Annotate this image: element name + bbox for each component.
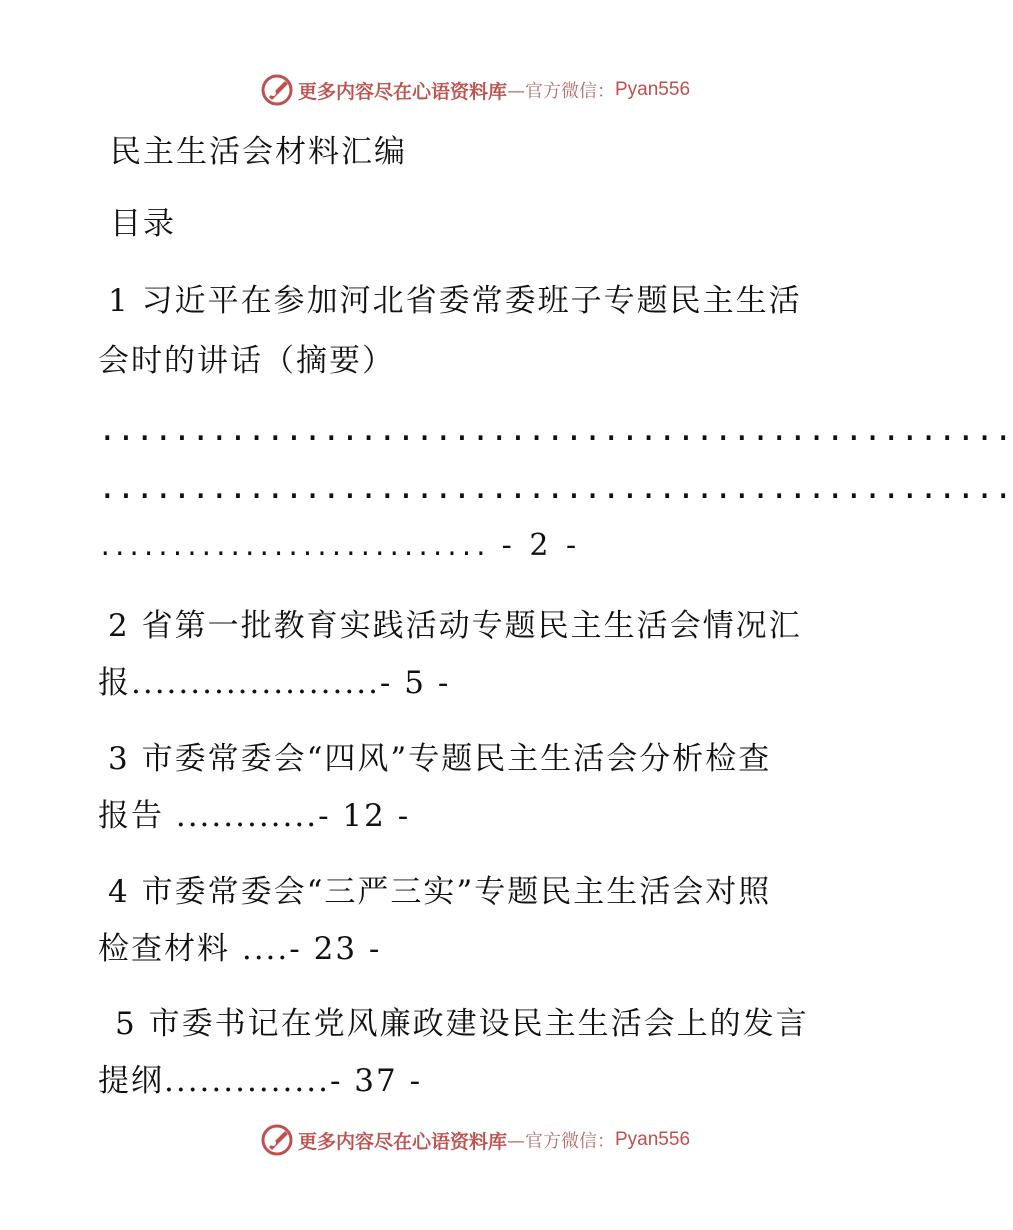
banner-main-text: 更多内容尽在心语资料库 [297, 1130, 507, 1153]
toc-entry-1-page: - 2 - [488, 528, 581, 563]
toc-heading: 目录 [110, 206, 176, 242]
banner-separator-text: —官方微信： [507, 1131, 615, 1152]
toc-entry-4-line2: 检查材料 ....- 23 - [98, 931, 382, 967]
banner-wechat-id: Pyan556 [615, 1129, 691, 1150]
toc-entry-3-line2: 报告 ............- 12 - [98, 798, 411, 834]
toc-entry-5-line1: 5 市委书记在党风廉政建设民主生活会上的发言 [115, 1006, 809, 1042]
banner-wechat-id: Pyan556 [615, 79, 691, 100]
toc-entry-3-line1: 3 市委常委会“四风”专题民主生活会分析检查 [108, 741, 772, 777]
toc-entry-1-dots-2: ................................................. [98, 470, 1013, 506]
header-banner [0, 70, 950, 110]
toc-entry-1-dots-1: ................................................. [98, 412, 1013, 448]
toc-entry-4-line1: 4 市委常委会“三严三实”专题民主生活会对照 [108, 874, 772, 910]
toc-entry-2-line1: 2 省第一批教育实践活动专题民主生活会情况汇 [108, 608, 802, 644]
banner-separator-text: —官方微信： [507, 81, 615, 102]
toc-entry-1-line2: 会时的讲话（摘要） [98, 343, 395, 379]
pen-logo-icon [260, 73, 294, 107]
toc-entry-1-line1: 1 习近平在参加河北省委常委班子专题民主生活 [108, 283, 802, 319]
toc-entry-5-line2: 提纲..............- 37 - [98, 1063, 423, 1099]
pen-logo-icon [260, 1123, 294, 1157]
footer-banner [0, 1120, 950, 1160]
document-title: 民主生活会材料汇编 [110, 134, 407, 170]
toc-entry-2-line2: 报.....................- 5 - [98, 665, 451, 701]
toc-entry-1-dots-3: ........................... [98, 533, 489, 561]
banner-main-text: 更多内容尽在心语资料库 [297, 80, 507, 103]
toc-entry-1-page-line [98, 527, 580, 563]
